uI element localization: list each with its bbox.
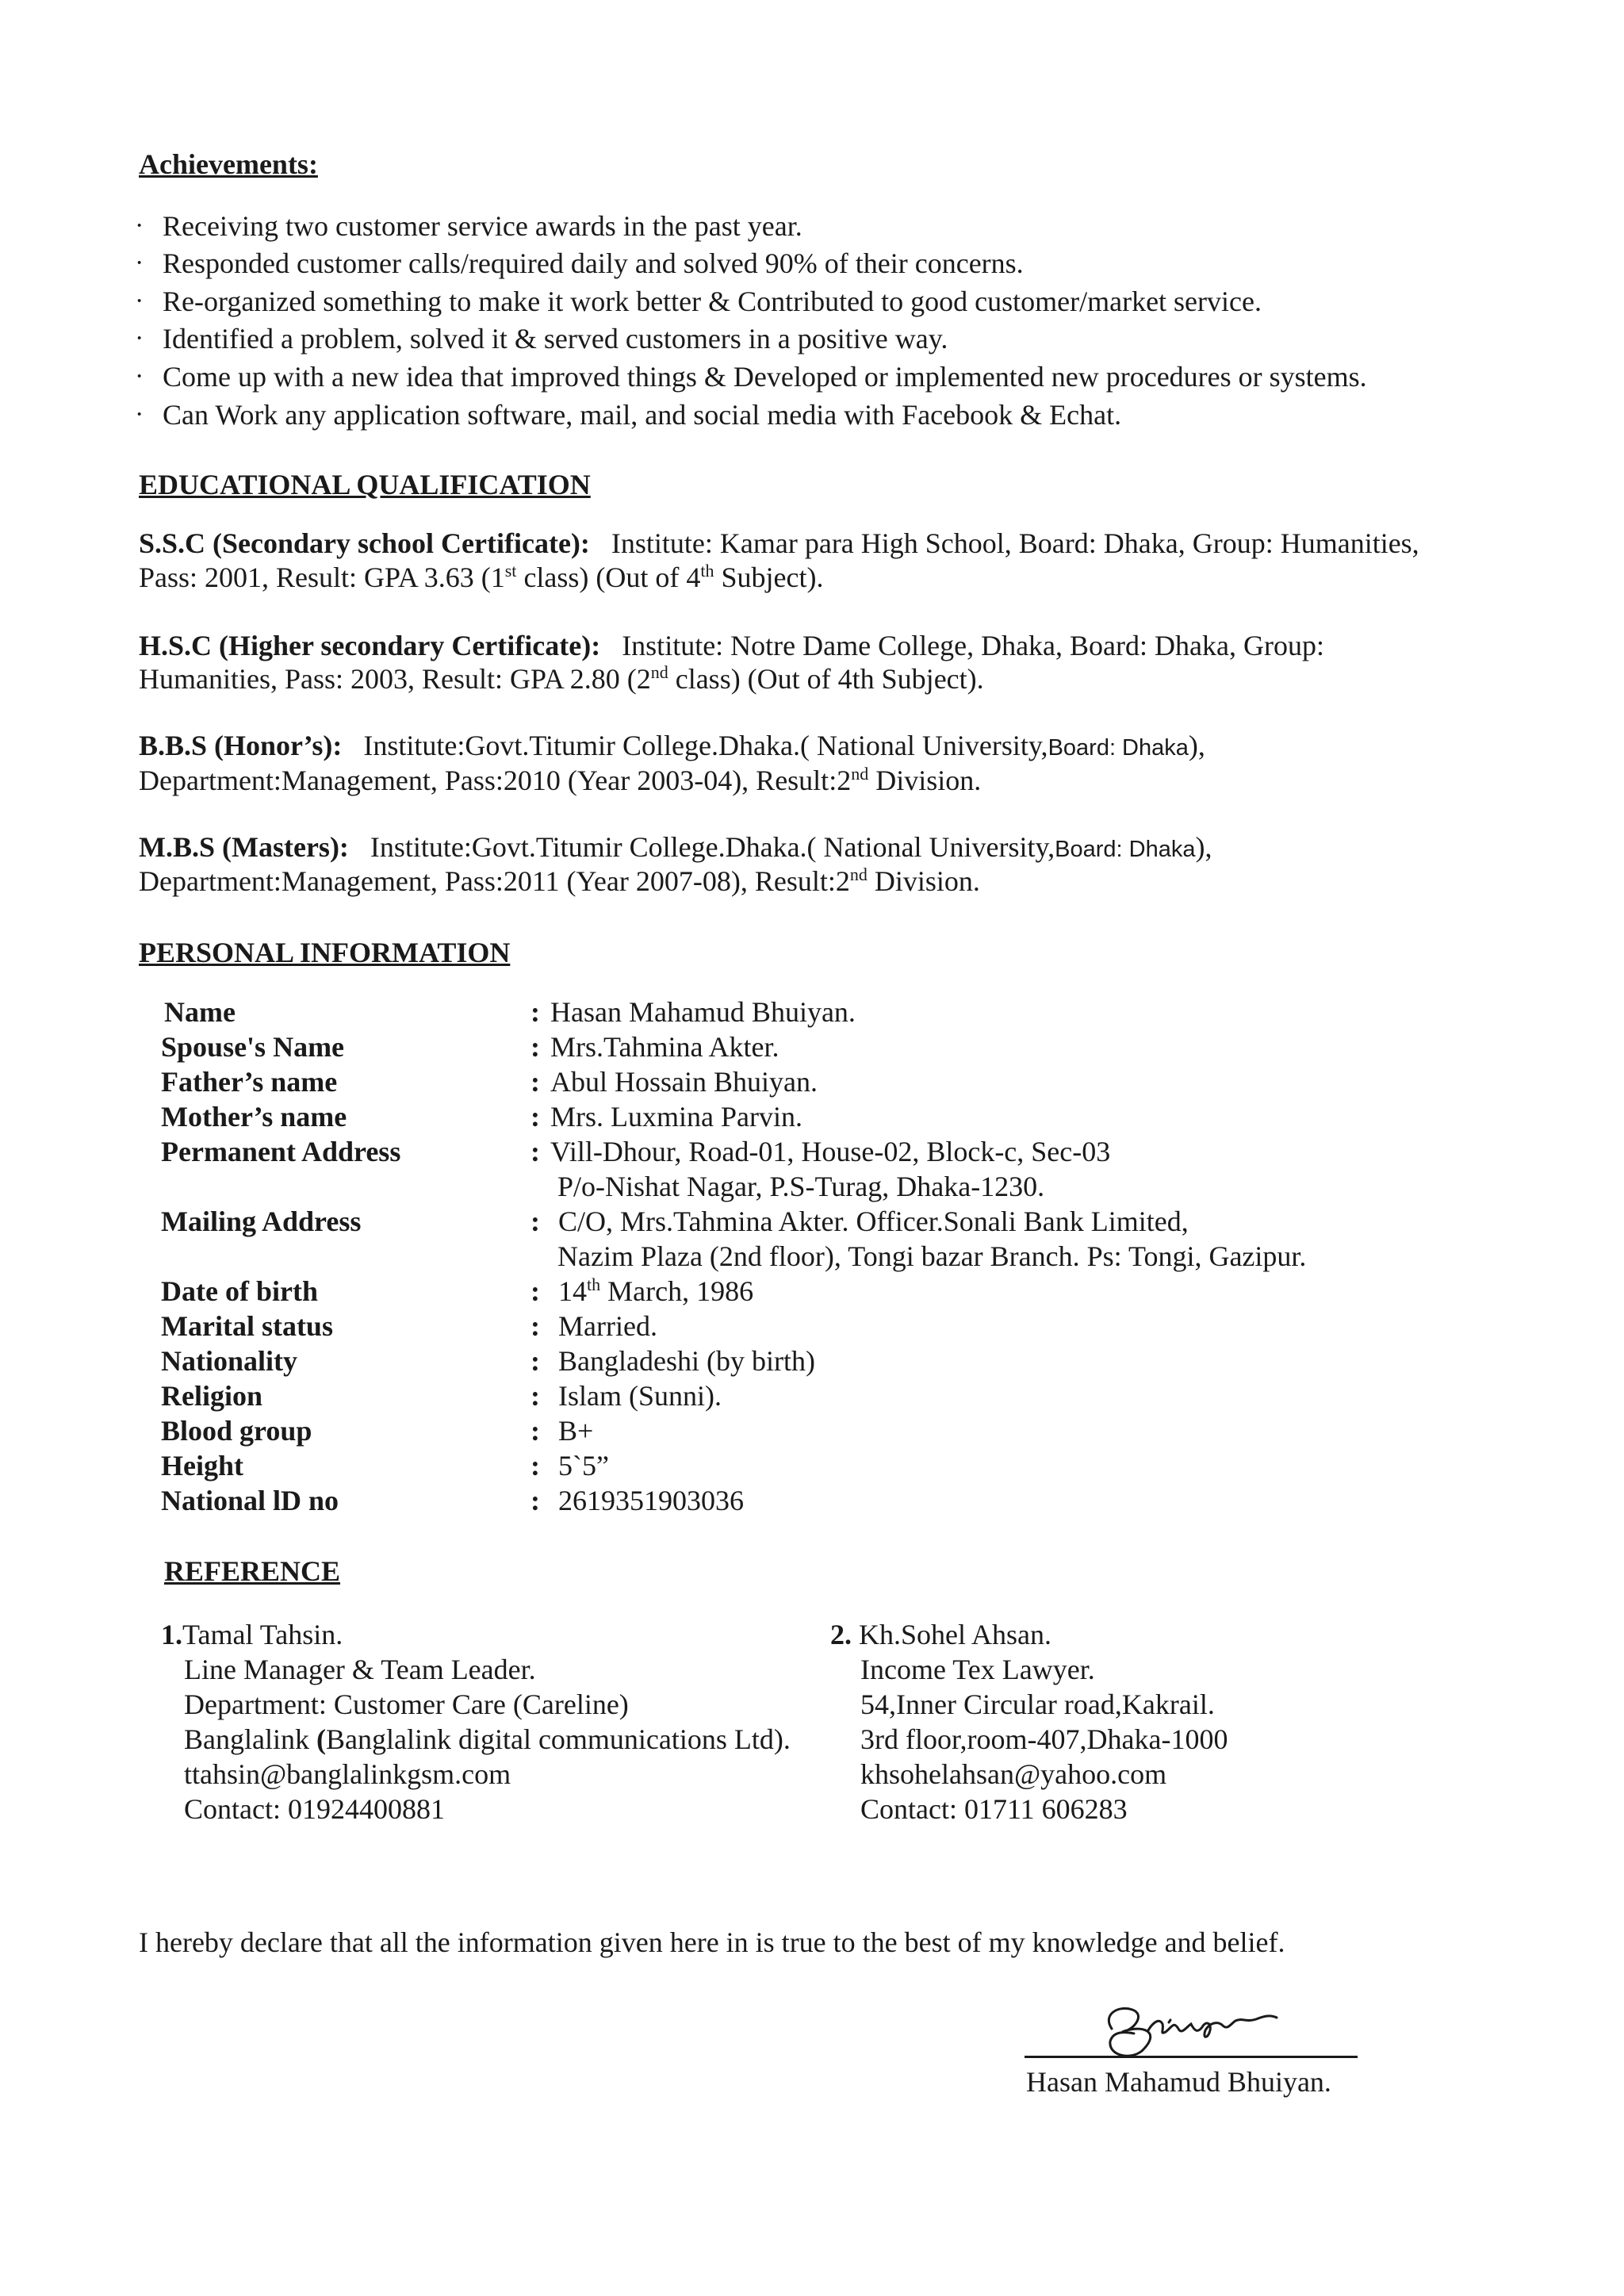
achievement-text: Receiving two customer service awards in the past year.	[163, 210, 802, 242]
ref-2-name: Kh.Sohel Ahsan.	[859, 1619, 1051, 1650]
ref-1-email: ttahsin@banglalinkgsm.com	[184, 1758, 511, 1790]
achievement-text: Can Work any application software, mail, and social media with Facebook & Echat.	[163, 399, 1122, 431]
bbs-sup: nd	[851, 764, 869, 784]
mbs-line-1	[139, 830, 1212, 867]
field-colon: :	[530, 1415, 540, 1447]
mbs-board: Board: Dhaka	[1055, 837, 1196, 862]
ref-1-company	[184, 1723, 791, 1756]
field-label: Name	[164, 996, 236, 1028]
bbs-board: Board: Dhaka	[1048, 735, 1189, 761]
ref-1-name-line	[161, 1618, 343, 1651]
mbs-details-2b: Division.	[867, 865, 980, 897]
signature-name: Hasan Mahamud Bhuiyan.	[1026, 2066, 1331, 2098]
field-colon: :	[530, 1205, 540, 1237]
bullet-glyph: ·	[135, 324, 144, 353]
field-value	[558, 1274, 753, 1308]
hsc-line-2	[139, 661, 984, 696]
mbs-details-1a: Institute:Govt.Titumir College.Dhaka.( National University,	[370, 831, 1055, 863]
ssc-line-2	[139, 560, 824, 595]
bullet-glyph: ·	[135, 248, 144, 278]
hsc-line-1	[139, 628, 1324, 663]
ssc-details-2a: Pass: 2001, Result: GPA 3.63 (1	[139, 562, 505, 593]
mbs-title: M.B.S (Masters):	[139, 831, 349, 863]
field-label: National lD no	[161, 1485, 339, 1516]
field-value: B+	[558, 1415, 594, 1447]
achievement-text: Come up with a new idea that improved things & Developed or implemented new procedures or systems.	[163, 361, 1367, 393]
achievement-text: Re-organized something to make it work better & Contributed to good customer/market service.	[163, 286, 1262, 317]
ref-2-name-line	[830, 1618, 1051, 1651]
ref-1-contact: Contact: 01924400881	[184, 1793, 445, 1825]
ref-2-email: khsohelahsan@yahoo.com	[860, 1758, 1167, 1790]
field-value: Vill-Dhour, Road-01, House-02, Block-c, Sec-03	[550, 1136, 1111, 1167]
bbs-details-1b: ),	[1188, 730, 1205, 761]
field-colon: :	[530, 1450, 540, 1481]
field-colon: :	[530, 1031, 540, 1063]
ssc-details-2c: Subject).	[714, 562, 824, 593]
ref-2-number: 2.	[830, 1619, 852, 1650]
field-value-cont: P/o-Nishat Nagar, P.S-Turag, Dhaka-1230.	[557, 1171, 1045, 1202]
hsc-details-1: Institute: Notre Dame College, Dhaka, Board: Dhaka, Group:	[622, 630, 1324, 661]
field-colon: :	[530, 1380, 540, 1412]
field-value-cont: Nazim Plaza (2nd floor), Tongi bazar Branch. Ps: Tongi, Gazipur.	[557, 1240, 1307, 1272]
field-label: Mailing Address	[161, 1205, 362, 1237]
field-label: Blood group	[161, 1415, 312, 1447]
mbs-line-2	[139, 864, 980, 899]
field-label: Religion	[161, 1380, 263, 1412]
field-colon: :	[530, 1345, 540, 1377]
signature-line	[1025, 2056, 1358, 2058]
ssc-line-1	[139, 526, 1419, 561]
hsc-title: H.S.C (Higher secondary Certificate):	[139, 630, 601, 661]
bullet-glyph: ·	[135, 362, 144, 391]
bbs-line-1	[139, 728, 1205, 765]
field-colon: :	[530, 1136, 540, 1167]
hsc-details-2a: Humanities, Pass: 2003, Result: GPA 2.80 (2	[139, 663, 651, 695]
field-colon: :	[530, 1310, 540, 1342]
ssc-details-1: Institute: Kamar para High School, Board: Dhaka, Group: Humanities,	[611, 527, 1419, 559]
ssc-sup-1: st	[504, 561, 517, 581]
hsc-details-2b: class) (Out of 4th Subject).	[668, 663, 984, 695]
ssc-title: S.S.C (Secondary school Certificate):	[139, 527, 590, 559]
bbs-details-2b: Division.	[868, 765, 982, 796]
bbs-title: B.B.S (Honor’s):	[139, 730, 343, 761]
ref-1-company-a: Banglalink	[184, 1723, 316, 1755]
ref-1-title: Line Manager & Team Leader.	[184, 1654, 536, 1685]
ref-1-name: Tamal Tahsin.	[182, 1619, 343, 1650]
field-value: 2619351903036	[558, 1485, 744, 1516]
declaration-text: I hereby declare that all the information given here in is true to the best of my knowledge and belief.	[139, 1926, 1285, 1958]
ref-1-company-b: Banglalink digital communications Ltd).	[325, 1723, 791, 1755]
ref-2-contact: Contact: 01711 606283	[860, 1793, 1128, 1825]
dob-day: 14	[558, 1275, 587, 1307]
signature-image	[1086, 1983, 1293, 2062]
field-label: Spouse's Name	[161, 1031, 345, 1063]
field-label: Mother’s name	[161, 1101, 347, 1133]
ref-1-number: 1.	[161, 1619, 182, 1650]
field-label: Father’s name	[161, 1066, 338, 1098]
ref-2-address-2: 3rd floor,room-407,Dhaka-1000	[860, 1723, 1228, 1755]
dob-sup: th	[587, 1274, 601, 1294]
field-label: Nationality	[161, 1345, 298, 1377]
field-colon: :	[530, 1066, 540, 1098]
mbs-sup: nd	[849, 864, 868, 884]
field-value: Married.	[558, 1310, 657, 1342]
ref-2-address-1: 54,Inner Circular road,Kakrail.	[860, 1688, 1215, 1720]
ssc-details-2b: class) (Out of 4	[516, 562, 701, 593]
bbs-line-2	[139, 763, 981, 798]
hsc-sup: nd	[650, 662, 668, 682]
field-value: Abul Hossain Bhuiyan.	[550, 1066, 818, 1098]
achievement-text: Responded customer calls/required daily and solved 90% of their concerns.	[163, 247, 1024, 279]
field-value: C/O, Mrs.Tahmina Akter. Officer.Sonali Bank Limited,	[558, 1205, 1189, 1237]
ref-1-company-paren: (	[316, 1723, 326, 1755]
field-colon: :	[530, 1101, 540, 1133]
field-value: 5`5”	[558, 1450, 609, 1481]
mbs-details-1b: ),	[1195, 831, 1212, 863]
bullet-glyph: ·	[135, 211, 144, 240]
ref-2-title: Income Tex Lawyer.	[860, 1654, 1095, 1685]
bullet-glyph: ·	[135, 286, 144, 316]
bbs-details-2a: Department:Management, Pass:2010 (Year 2003-04), Result:2	[139, 765, 852, 796]
field-value: Islam (Sunni).	[558, 1380, 722, 1412]
field-value: Mrs. Luxmina Parvin.	[550, 1101, 802, 1133]
field-label: Date of birth	[161, 1275, 318, 1307]
field-label: Height	[161, 1450, 243, 1481]
field-value: Mrs.Tahmina Akter.	[550, 1031, 779, 1063]
education-heading: EDUCATIONAL QUALIFICATION	[139, 469, 591, 500]
field-label: Marital status	[161, 1310, 333, 1342]
achievement-text: Identified a problem, solved it & served customers in a positive way.	[163, 323, 948, 355]
reference-heading: REFERENCE	[164, 1555, 341, 1587]
personal-heading: PERSONAL INFORMATION	[139, 937, 511, 968]
ssc-sup-2: th	[700, 561, 714, 581]
dob-rest: March, 1986	[600, 1275, 754, 1307]
achievements-heading: Achievements:	[139, 148, 318, 180]
bullet-glyph: ·	[135, 400, 144, 429]
field-label: Permanent Address	[161, 1136, 401, 1167]
mbs-details-2a: Department:Management, Pass:2011 (Year 2007-08), Result:2	[139, 865, 850, 897]
field-colon: :	[530, 1485, 540, 1516]
field-colon: :	[530, 1275, 540, 1307]
ref-1-department: Department: Customer Care (Careline)	[184, 1688, 629, 1720]
bbs-details-1a: Institute:Govt.Titumir College.Dhaka.( National University,	[363, 730, 1048, 761]
field-value: Bangladeshi (by birth)	[558, 1345, 815, 1377]
field-colon: :	[530, 996, 540, 1028]
field-value: Hasan Mahamud Bhuiyan.	[550, 996, 856, 1028]
